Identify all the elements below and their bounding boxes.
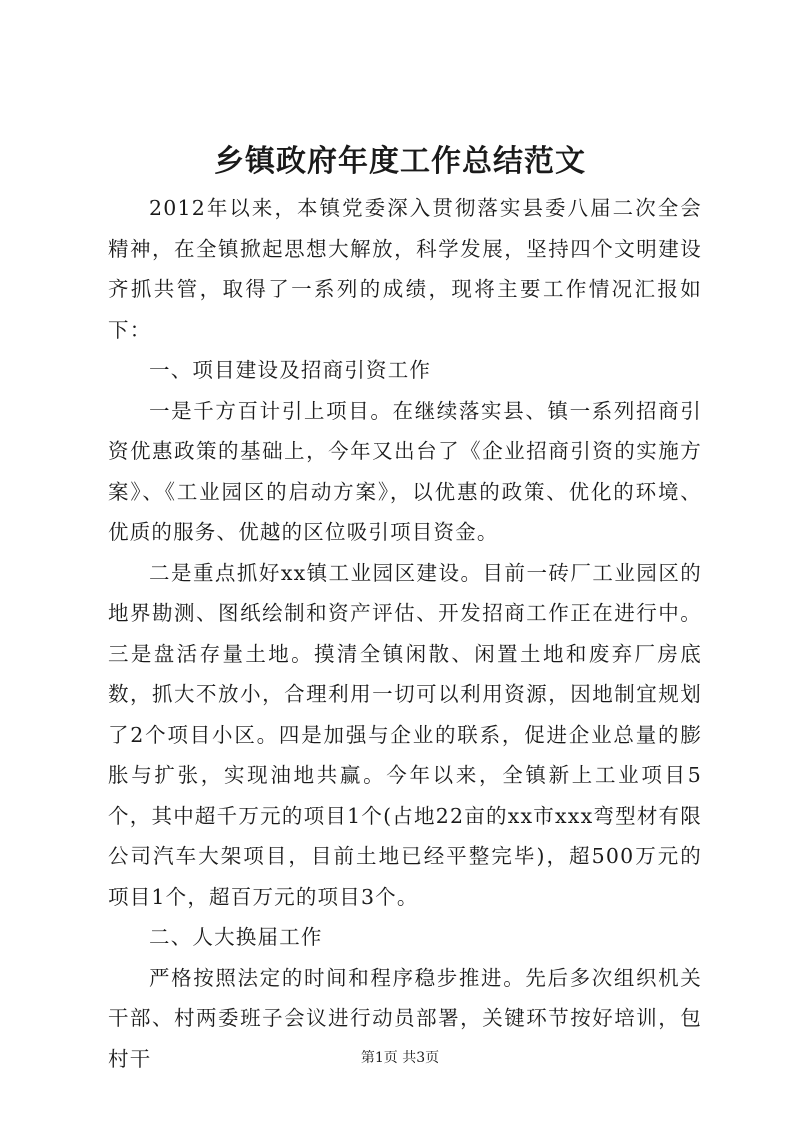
paragraph-industrial-park: 二是重点抓好xx镇工业园区建设。目前一砖厂工业园区的地界勘测、图纸绘制和资产评估、开发招商工作正在进行中。三是盘活存量土地。摸清全镇闲散、闲置土地和废弃厂房底数，抓大不放小，合理利用一切可以利用资源，因地制宜规划了2个项目小区。四是加强与企业的联系，促进企业总量的膨胀与扩张，实现油地共赢。今年以来，全镇新上工业项目5个，其中超千万元的项目1个(占地22亩的xx市xxx弯型材有限公司汽车大架项目，目前土地已经平整完毕)，超500万元的项目1个，超百万元的项目3个。 (108, 560, 702, 909)
page-number: 第1页 共3页 (360, 1050, 440, 1066)
paragraph-election: 严格按照法定的时间和程序稳步推进。先后多次组织机关干部、村两委班子会议进行动员部署，关键环节按好培训，包村干 (108, 965, 702, 1071)
section-heading-election: 二、人大换届工作 (149, 925, 323, 949)
paragraph-project-attraction: 一是千方百计引上项目。在继续落实县、镇一系列招商引资优惠政策的基础上，今年又出台了《企业招商引资的实施方案》、《工业园区的启动方案》，以优惠的政策、优化的环境、优质的服务、优越的区位吸引项目资金。 (108, 398, 702, 544)
document-body (108, 188, 702, 1079)
paragraph-intro: 2012年以来，本镇党委深入贯彻落实县委八届二次全会精神，在全镇掀起思想大解放，科学发展，坚持四个文明建设齐抓共管，取得了一系列的成绩，现将主要工作情况汇报如下： (108, 196, 702, 342)
section-heading-projects: 一、项目建设及招商引资工作 (149, 358, 432, 382)
document-title: 乡镇政府年度工作总结范文 (214, 144, 586, 179)
